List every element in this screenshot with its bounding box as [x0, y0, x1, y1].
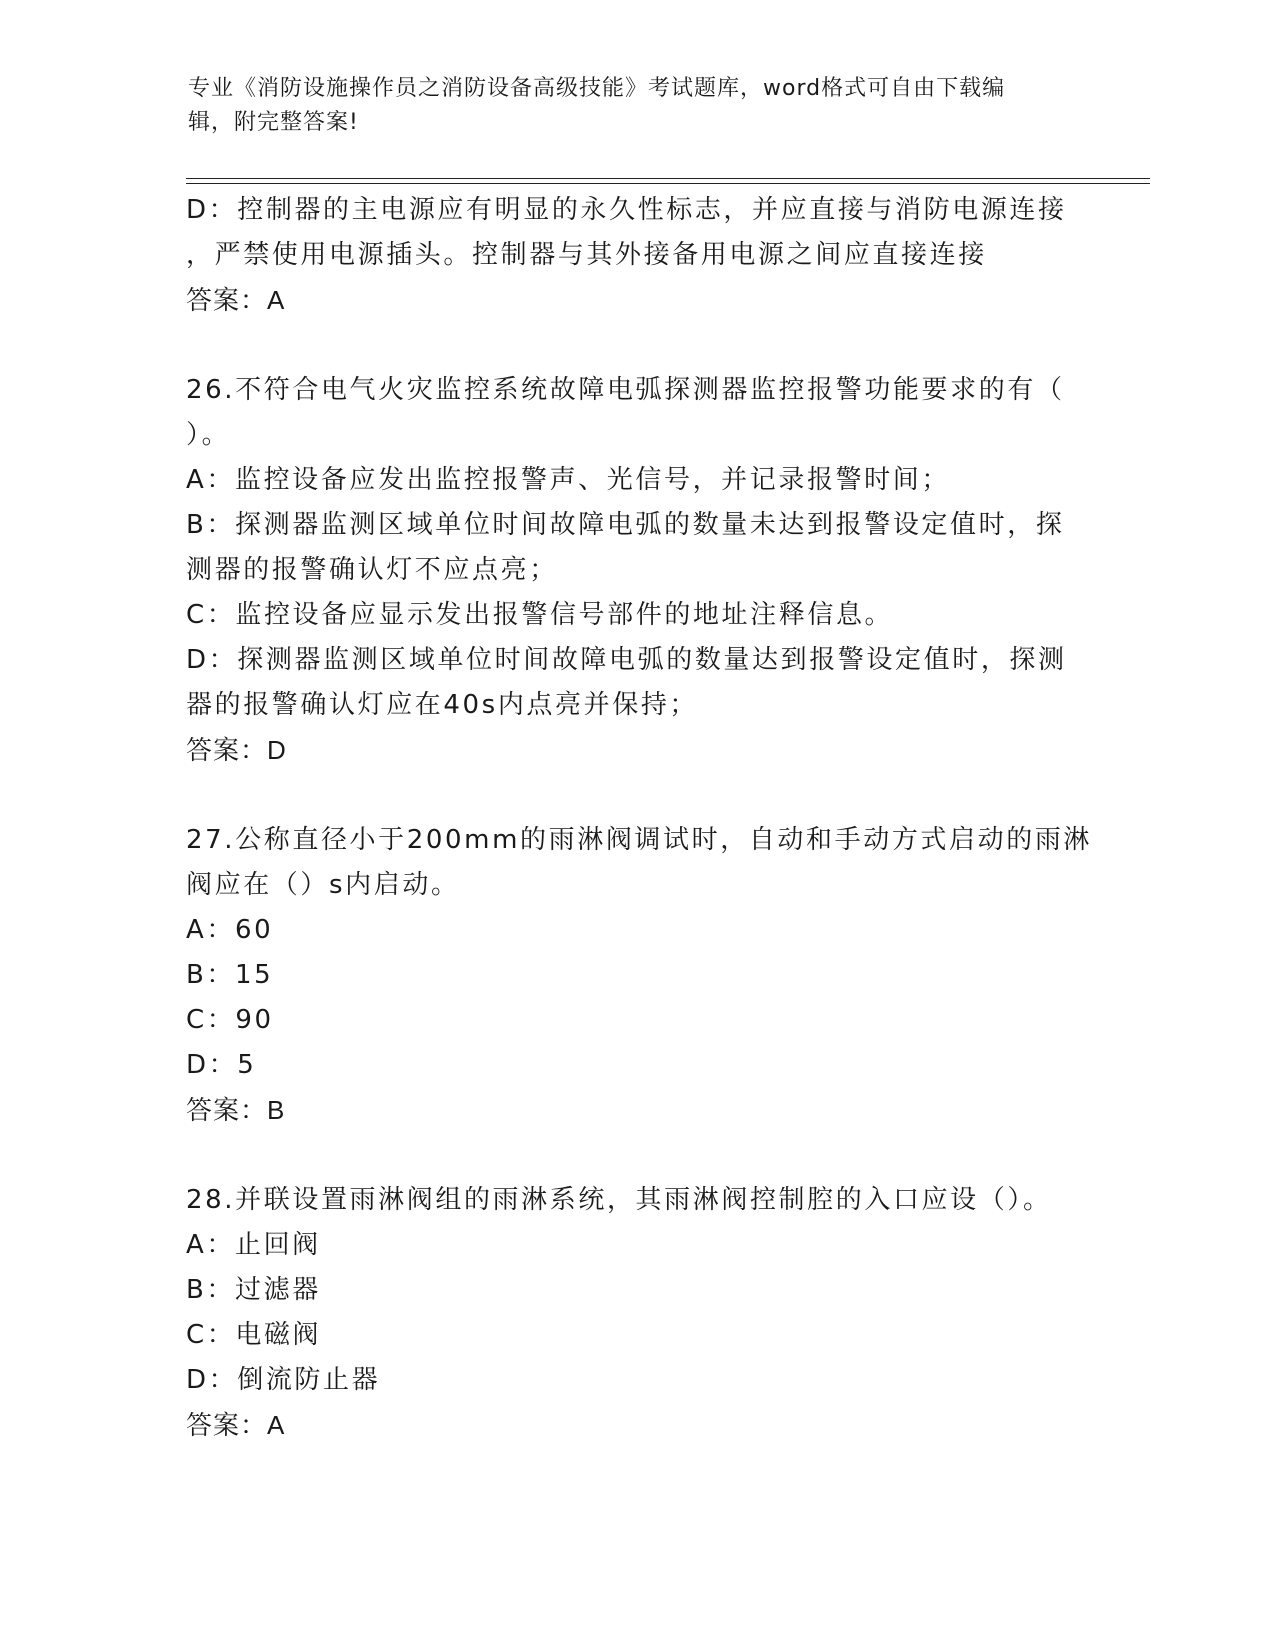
question-stem-cont: 阀应在（）s内启动。: [186, 870, 460, 900]
question-28: [186, 1178, 1086, 1448]
option-a: A：止回阀: [186, 1230, 321, 1260]
option-c: C：90: [186, 1005, 274, 1035]
header-line-1: 专业《消防设施操作员之消防设备高级技能》考试题库，word格式可自由下载编: [188, 76, 1006, 101]
spacer: [186, 773, 1086, 818]
option-d: D：倒流防止器: [186, 1365, 381, 1395]
option-c: C：监控设备应显示发出报警信号部件的地址注释信息。: [186, 600, 894, 630]
option-b: B：过滤器: [186, 1275, 321, 1305]
question-stem-cont: ）。: [186, 420, 231, 450]
document-body: [186, 188, 1093, 1448]
option-b: B：15: [186, 960, 274, 990]
answer: 答案：A: [186, 285, 286, 315]
question-stem: 27.公称直径小于200mm的雨淋阀调试时，自动和手动方式启动的雨淋: [186, 825, 1093, 855]
option-b: B：探测器监测区域单位时间故障电弧的数量未达到报警设定值时，探: [186, 510, 1065, 540]
option-d: D：5: [186, 1050, 257, 1080]
answer: 答案：D: [186, 735, 287, 765]
question-27: [186, 818, 1093, 1133]
option-a: A：60: [186, 915, 274, 945]
option-d-cont: ，严禁使用电源插头。控制器与其外接备用电源之间应直接连接: [186, 240, 987, 270]
spacer: [186, 323, 1086, 368]
header-line-2: 辑，附完整答案!: [188, 110, 359, 135]
option-c: C：电磁阀: [186, 1320, 322, 1350]
spacer: [186, 1133, 1086, 1178]
question-26: [186, 368, 1086, 773]
answer: 答案：A: [186, 1410, 286, 1440]
option-d: D：控制器的主电源应有明显的永久性标志，并应直接与消防电源连接: [186, 195, 1067, 225]
option-d-cont: 器的报警确认灯应在40s内点亮并保持；: [186, 690, 699, 720]
option-a: A：监控设备应发出监控报警声、光信号，并记录报警时间；: [186, 465, 950, 495]
option-b-cont: 测器的报警确认灯不应点亮；: [186, 555, 558, 585]
question-stem: 26.不符合电气火灾监控系统故障电弧探测器监控报警功能要求的有（: [186, 375, 1065, 405]
header-divider: [186, 178, 1150, 184]
page-header: [188, 72, 1068, 140]
answer: 答案：B: [186, 1095, 286, 1125]
question-25-tail: [186, 188, 1086, 323]
option-d: D：探测器监测区域单位时间故障电弧的数量达到报警设定值时，探测: [186, 645, 1067, 675]
question-stem: 28.并联设置雨淋阀组的雨淋系统，其雨淋阀控制腔的入口应设（）。: [186, 1185, 1052, 1215]
